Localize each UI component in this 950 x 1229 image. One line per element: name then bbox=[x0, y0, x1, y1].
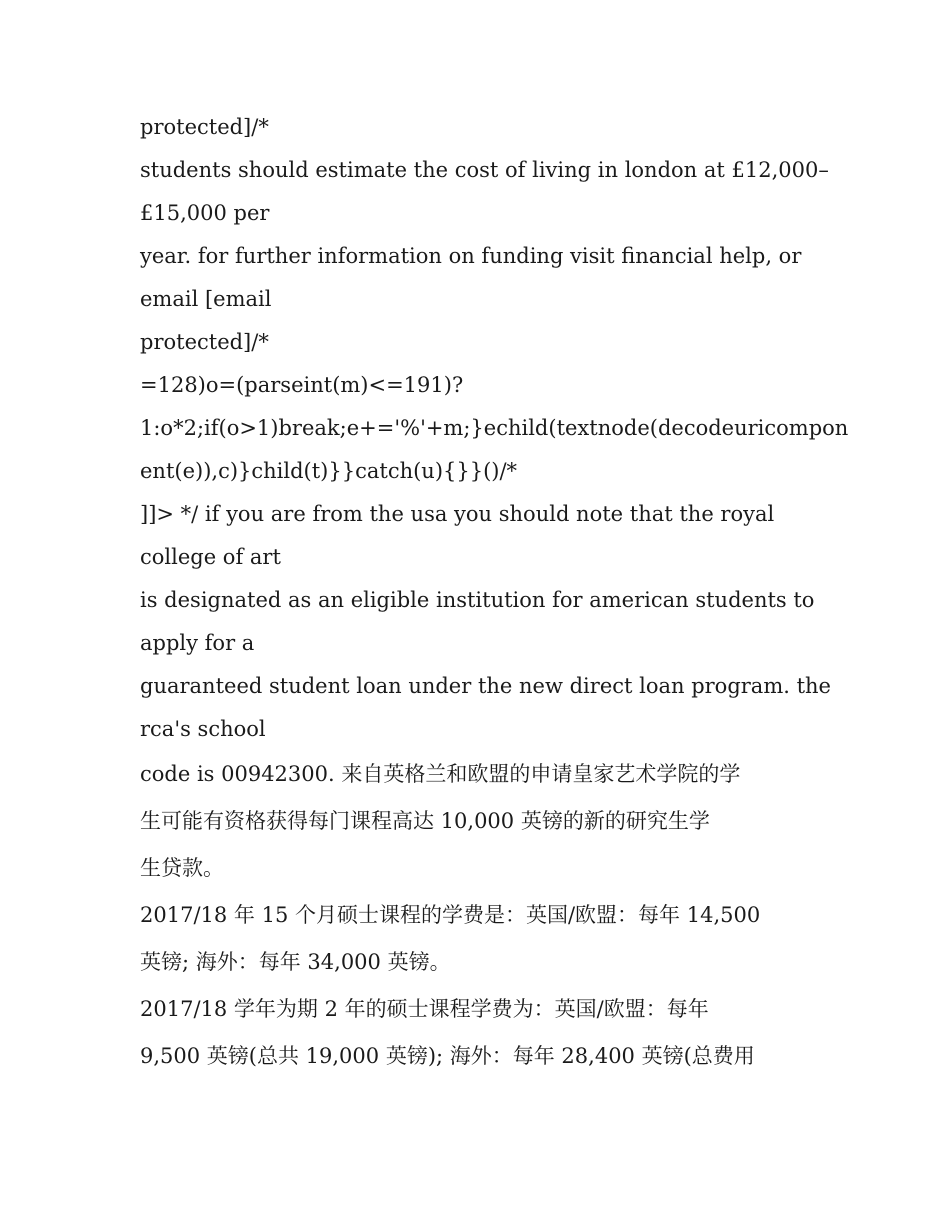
text-line: 生可能有资格获得每门课程高达 10,000 英镑的新的研究生学 bbox=[140, 809, 710, 833]
text-line: ent(e)),c)}child(t)}}catch(u){}}()/* bbox=[140, 459, 518, 483]
text-line: guaranteed student loan under the new direct loan program. the bbox=[140, 674, 831, 698]
text-line: is designated as an eligible institution for american students to bbox=[140, 588, 815, 612]
text-line: code is 00942300. 来自英格兰和欧盟的申请皇家艺术学院的学 bbox=[140, 762, 741, 786]
text-line: protected]/* bbox=[140, 115, 269, 139]
text-line: college of art bbox=[140, 545, 281, 569]
text-line: £15,000 per bbox=[140, 201, 270, 225]
text-line: 1:o*2;if(o>1)break;e+='%'+m;}echild(textnode(decodeuricompon bbox=[140, 416, 849, 440]
text-line: 生贷款。 bbox=[140, 856, 224, 880]
text-line: 9,500 英镑(总共 19,000 英镑); 海外：每年 28,400 英镑(总费用 bbox=[140, 1044, 755, 1068]
text-line: 2017/18 学年为期 2 年的硕士课程学费为：英国/欧盟：每年 bbox=[140, 997, 709, 1021]
text-line: 英镑; 海外：每年 34,000 英镑。 bbox=[140, 950, 451, 974]
text-line: students should estimate the cost of living in london at £12,000– bbox=[140, 158, 829, 182]
text-line: rca's school bbox=[140, 717, 266, 741]
text-line: email [email bbox=[140, 287, 272, 311]
document-body bbox=[140, 106, 849, 1080]
text-line: protected]/* bbox=[140, 330, 269, 354]
text-line: year. for further information on funding visit financial help, or bbox=[140, 244, 802, 268]
text-line: ]]> */ if you are from the usa you should note that the royal bbox=[140, 502, 775, 526]
text-line: apply for a bbox=[140, 631, 255, 655]
text-line: =128)o=(parseint(m)<=191)? bbox=[140, 373, 464, 397]
text-line: 2017/18 年 15 个月硕士课程的学费是：英国/欧盟：每年 14,500 bbox=[140, 903, 761, 927]
